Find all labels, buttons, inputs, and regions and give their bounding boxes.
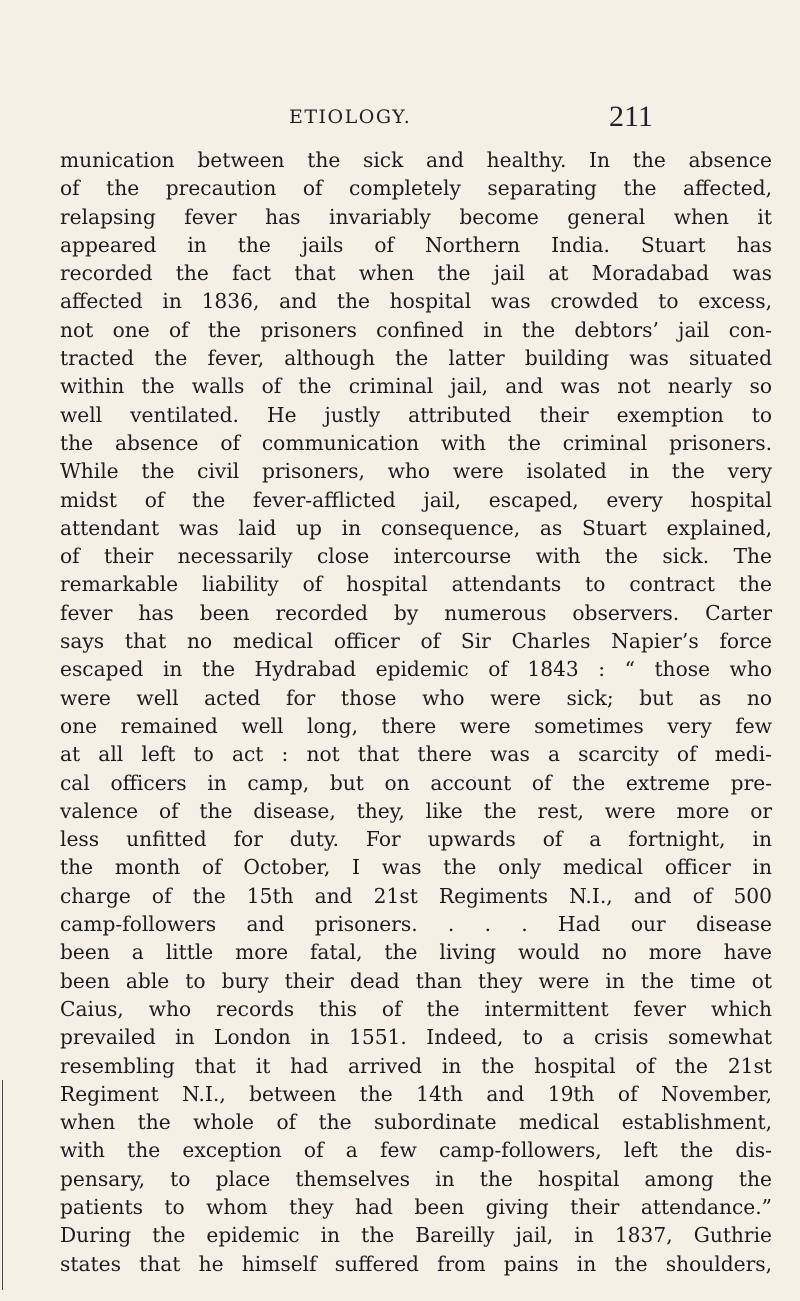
text-line: Regiment N.I., between the 14th and 19th of November, — [60, 1081, 772, 1106]
text-line: resembling that it had arrived in the hospital of the 21st — [60, 1053, 772, 1078]
page-header — [289, 100, 659, 146]
text-line: During the epidemic in the Bareilly jail, in 1837, Guthrie — [60, 1223, 772, 1248]
text-line: appeared in the jails of Northern India. Stuart has — [60, 232, 772, 257]
text-line: states that he himself suffered from pains in the shoulders, — [60, 1251, 772, 1276]
text-line: been able to bury their dead than they were in the time ot — [60, 968, 772, 993]
text-line: the absence of communication with the criminal prisoners. — [60, 430, 772, 455]
text-line: less unfitted for duty. For upwards of a fortnight, in — [60, 827, 772, 852]
running-title: ETIOLOGY. — [289, 106, 412, 128]
text-line: While the civil prisoners, who were isolated in the very — [60, 459, 772, 484]
text-line: pensary, to place themselves in the hospital among the — [60, 1166, 772, 1191]
text-line: not one of the prisoners confined in the debtors’ jail con- — [60, 317, 772, 342]
text-line: cal officers in camp, but on account of the extreme pre- — [60, 770, 772, 795]
text-line: within the walls of the criminal jail, and was not nearly so — [60, 374, 772, 399]
text-line: with the exception of a few camp-followers, left the dis- — [60, 1138, 772, 1163]
text-line: valence of the disease, they, like the rest, were more or — [60, 798, 772, 823]
text-line: camp-followers and prisoners. . . . Had our disease — [60, 912, 772, 937]
page-edge-line — [2, 1080, 3, 1290]
text-line: of the precaution of completely separating the affected, — [60, 176, 772, 201]
text-line: of their necessarily close intercourse with the sick. The — [60, 544, 772, 569]
text-line: the month of October, I was the only medical officer in — [60, 855, 772, 880]
text-line: when the whole of the subordinate medical establishment, — [60, 1110, 772, 1135]
text-line: says that no medical officer of Sir Charles Napier’s force — [60, 629, 772, 654]
text-line: prevailed in London in 1551. Indeed, to a crisis somewhat — [60, 1025, 772, 1050]
text-line: one remained well long, there were sometimes very few — [60, 713, 772, 738]
text-line: midst of the fever-afflicted jail, escaped, every hospital — [60, 487, 772, 512]
text-line: fever has been recorded by numerous observers. Carter — [60, 600, 772, 625]
text-line: tracted the fever, although the latter building was situated — [60, 346, 772, 371]
text-line: at all left to act : not that there was a scarcity of medi- — [60, 742, 772, 767]
text-line: munication between the sick and healthy. In the absence — [60, 148, 772, 172]
text-line: charge of the 15th and 21st Regiments N.I., and of 500 — [60, 883, 772, 908]
text-line: were well acted for those who were sick; but as no — [60, 685, 772, 710]
text-line: remarkable liability of hospital attendants to contract the — [60, 572, 772, 597]
body-text — [60, 146, 772, 1278]
page-number: 211 — [609, 100, 653, 133]
text-line: affected in 1836, and the hospital was crowded to excess, — [60, 289, 772, 314]
text-line: well ventilated. He justly attributed their exemption to — [60, 402, 772, 427]
text-line: patients to whom they had been giving their attendance.” — [60, 1194, 772, 1219]
text-line: attendant was laid up in consequence, as Stuart explained, — [60, 515, 772, 540]
text-line: Caius, who records this of the intermittent fever which — [60, 996, 772, 1021]
text-line: recorded the fact that when the jail at Moradabad was — [60, 261, 772, 286]
text-line: escaped in the Hydrabad epidemic of 1843 : “ those who — [60, 657, 772, 682]
text-line: been a little more fatal, the living would no more have — [60, 940, 772, 965]
text-line: relapsing fever has invariably become general when it — [60, 204, 772, 229]
